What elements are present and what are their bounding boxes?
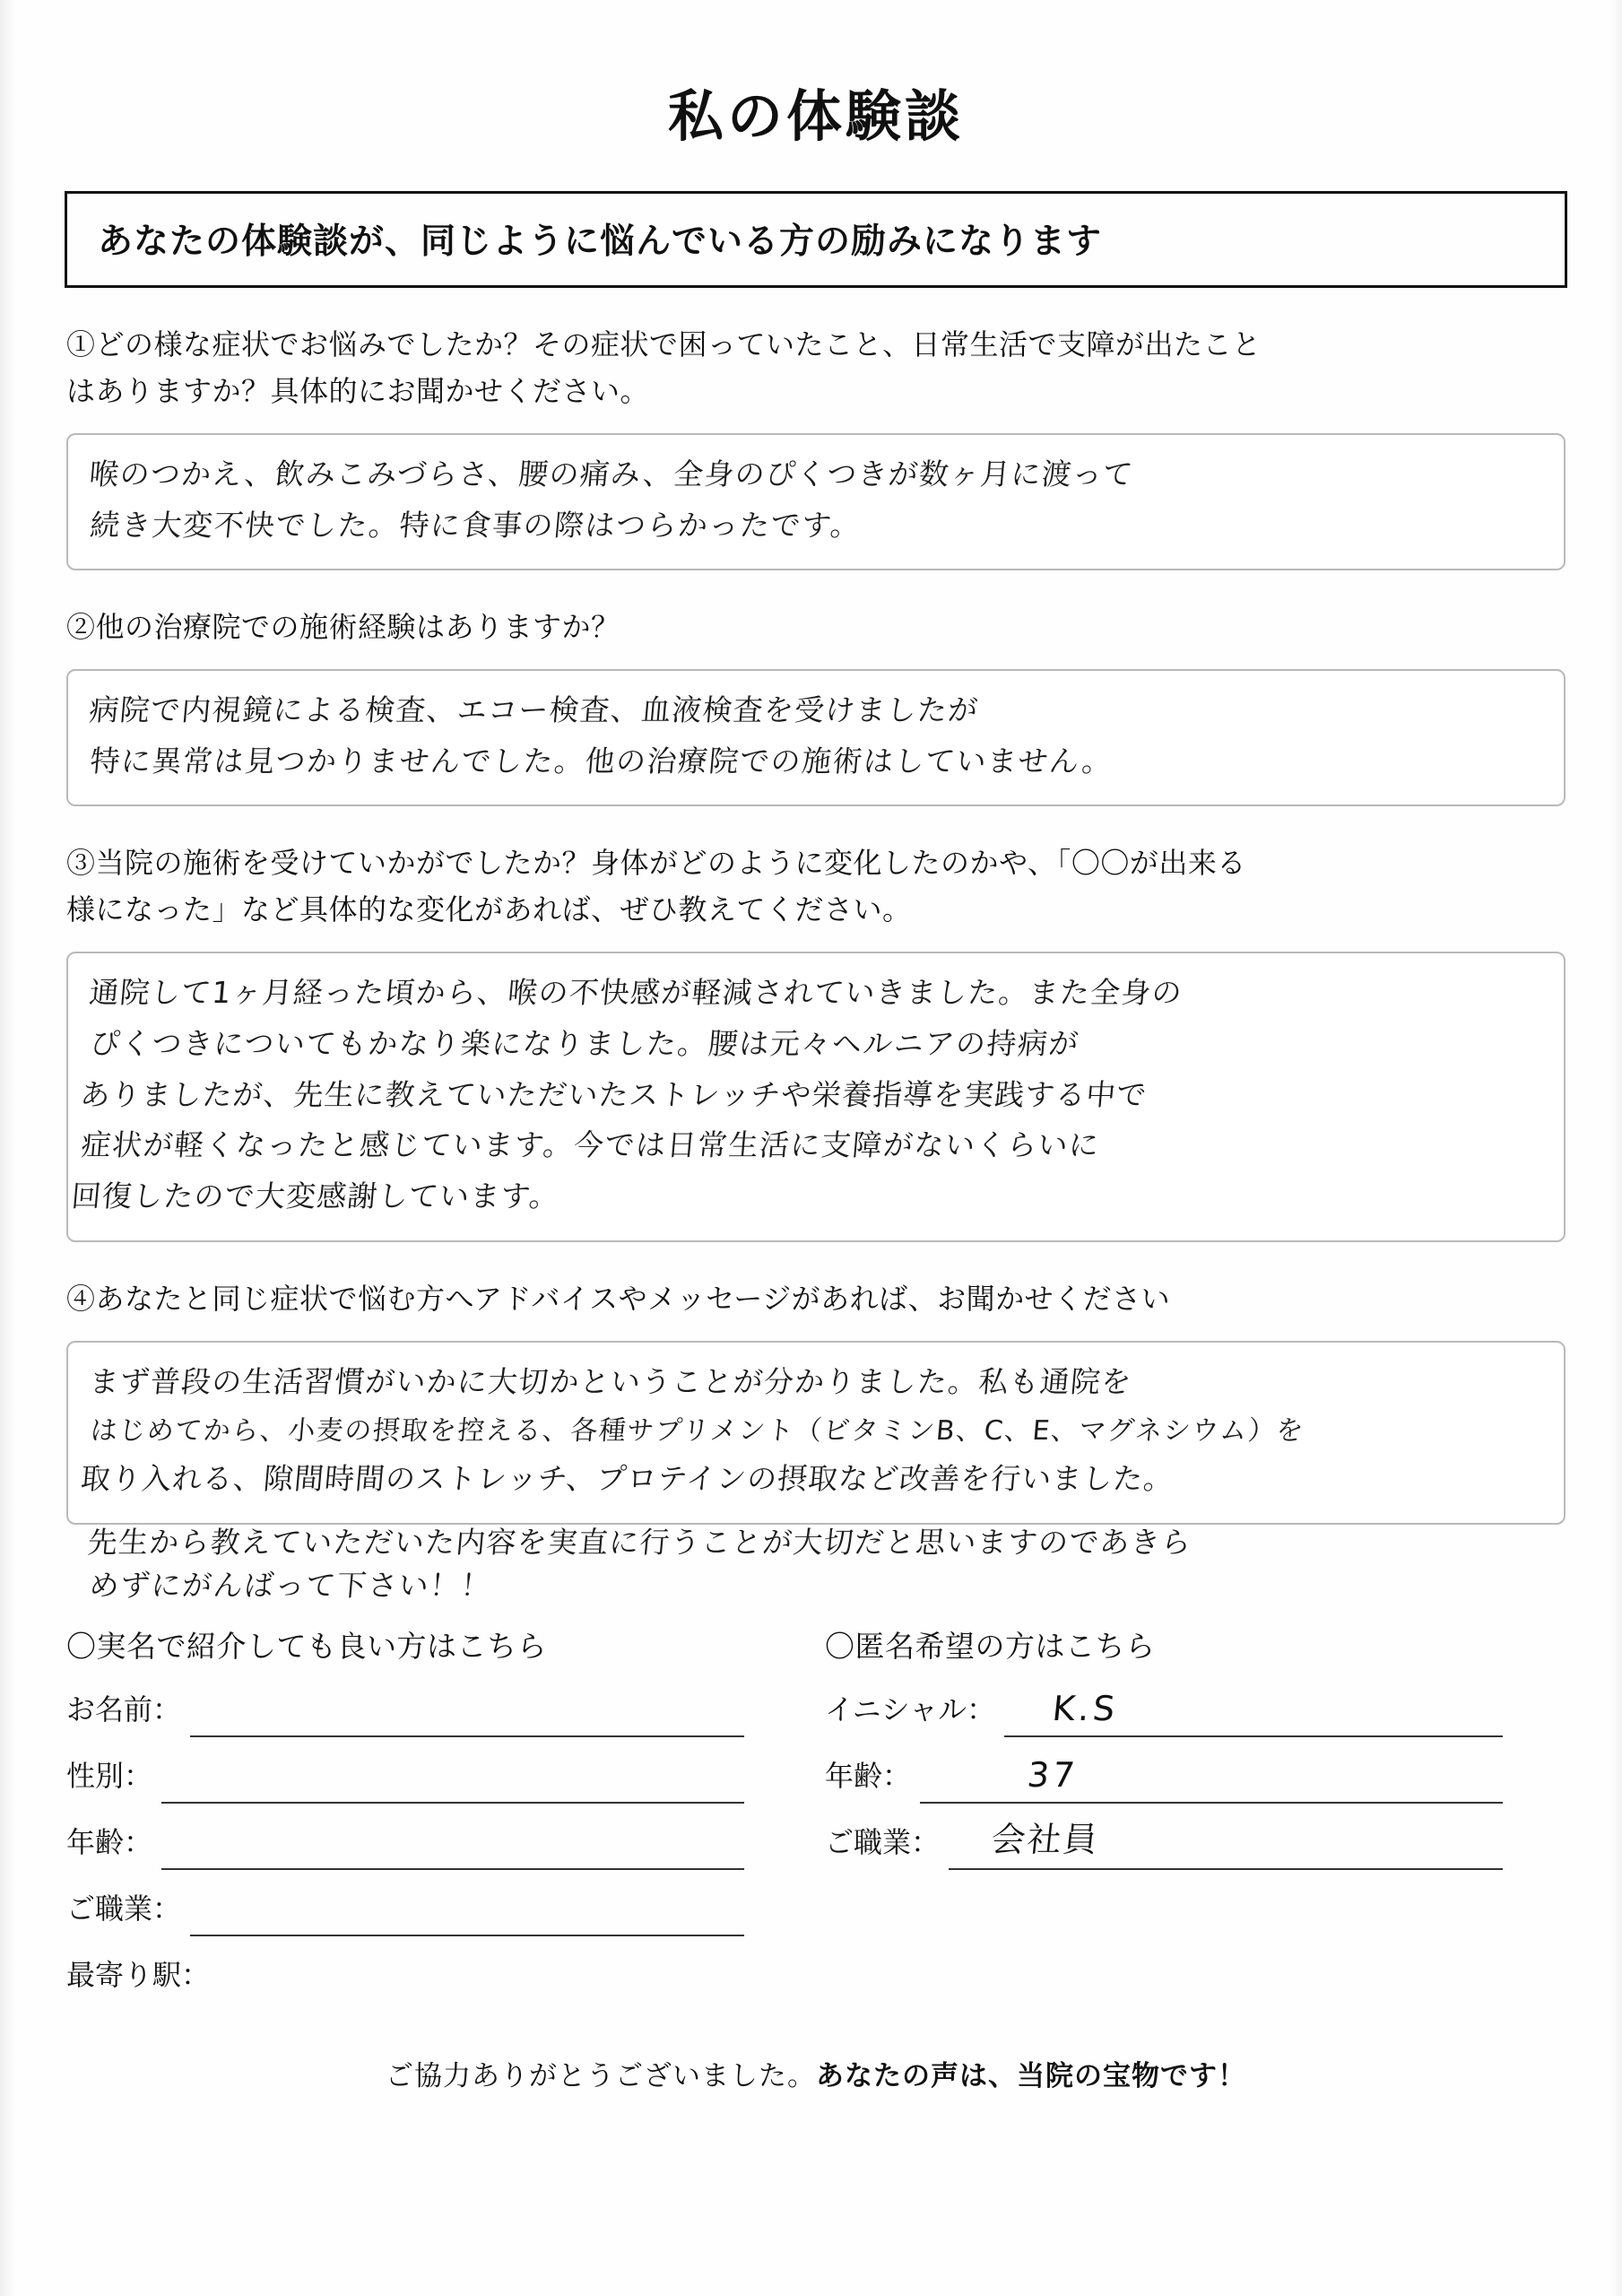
question-3-answer-box[interactable] <box>66 952 1566 1242</box>
handwriting-line: 特に異常は見つかりませんでした。他の治療院での施術はしていません。 <box>88 743 1115 778</box>
field-name[interactable] <box>66 1671 807 1737</box>
field-age-left-label: 年齢： <box>66 1825 153 1858</box>
handwriting-line: ありましたが、先生に教えていただいたストレッチや栄養指導を実践する中で <box>78 1076 1149 1112</box>
handwriting-line: 病院で内視鏡による検査、エコー検査、血液検査を受けましたが <box>87 691 981 727</box>
question-3-answer-handwriting <box>69 968 1544 1222</box>
question-3-prompt-line2: 様になった」など具体的な変化があれば、ぜひ教えてください。 <box>66 893 912 926</box>
field-age-right-input[interactable] <box>920 1750 1503 1804</box>
field-age-left[interactable] <box>66 1804 807 1870</box>
question-4-answer-handwriting <box>79 1357 1544 1505</box>
handwriting-line: 取り入れる、隙間時間のストレッチ、プロテインの摂取など改善を行いました。 <box>79 1461 1175 1497</box>
field-age-right[interactable] <box>825 1737 1566 1804</box>
question-1-prompt-line2: はありますか？具体的にお聞かせください。 <box>66 374 650 407</box>
question-1-answer-box[interactable] <box>66 433 1566 571</box>
field-age-right-label: 年齢： <box>825 1759 912 1792</box>
question-2-prompt <box>66 604 1566 651</box>
question-4-prompt <box>66 1276 1566 1323</box>
field-nearest-station-label: 最寄り駅： <box>66 1958 211 1991</box>
field-occupation-right[interactable] <box>825 1804 1566 1870</box>
question-3-prompt-line1: ③当院の施術を受けていかがでしたか？身体がどのように変化したのかや、「〇〇が出来る <box>66 847 1246 880</box>
field-age-right-value: 37 <box>1025 1754 1080 1795</box>
question-2-answer-box[interactable] <box>66 669 1566 807</box>
scan-edge-right <box>1609 0 1622 2296</box>
handwriting-line: めずにがんばって下さい！！ <box>88 1567 493 1603</box>
footer-thanks-text: ご協力ありがとうございました。 <box>386 2059 816 2092</box>
field-name-input[interactable] <box>190 1683 744 1737</box>
banner-headline: あなたの体験談が、同じように悩んでいる方の励みになります <box>65 191 1567 288</box>
identity-right-heading: 〇匿名希望の方はこちら <box>825 1629 1156 1663</box>
field-occupation-right-label: ご職業： <box>825 1825 941 1858</box>
question-4-prompt-line1: ④あなたと同じ症状で悩む方へアドバイスやメッセージがあれば、お聞かせください <box>66 1282 1171 1315</box>
field-occupation-right-input[interactable] <box>949 1816 1503 1870</box>
question-1-prompt-line1: ①どの様な症状でお悩みでしたか？その症状で困っていたこと、日常生活で支障が出たこと <box>66 328 1262 361</box>
identity-section <box>66 1623 1566 2003</box>
scan-edge-left <box>0 0 16 2296</box>
field-occupation-left-input[interactable] <box>190 1883 744 1936</box>
field-initials-value: K.S <box>1050 1688 1121 1728</box>
footer-bold-text: あなたの声は、当院の宝物です！ <box>816 2059 1246 2092</box>
field-nearest-station[interactable] <box>66 1936 807 2003</box>
field-occupation-left-label: ご職業： <box>66 1892 182 1925</box>
field-initials-label: イニシャル： <box>825 1692 996 1726</box>
question-4-answer-box[interactable] <box>66 1341 1566 1525</box>
identity-column-real-name <box>66 1623 807 2003</box>
handwriting-line: 喉のつかえ、飲みこみづらさ、腰の痛み、全身のぴくつきが数ヶ月に渡って <box>87 456 1136 491</box>
handwriting-line: ぴくつきについてもかなり楽になりました。腰は元々ヘルニアの持病が <box>88 1025 1081 1061</box>
question-1-prompt <box>66 322 1566 415</box>
question-4-overflow-handwriting <box>82 1521 1546 1607</box>
field-gender[interactable] <box>66 1737 807 1804</box>
handwriting-line: 回復したので大変感謝しています。 <box>70 1178 562 1214</box>
question-2-answer-handwriting <box>82 685 1544 787</box>
field-age-left-input[interactable] <box>161 1816 744 1870</box>
question-4-answer-overflow <box>66 1521 1566 1607</box>
field-occupation-left[interactable] <box>66 1870 807 1936</box>
field-occupation-right-value: 会社員 <box>989 1819 1101 1859</box>
document-body <box>54 0 1578 2093</box>
field-gender-label: 性別： <box>66 1759 153 1792</box>
question-2-prompt-line1: ②他の治療院での施術経験はありますか？ <box>66 611 620 644</box>
handwriting-line: まず普段の生活習慣がいかに大切かということが分かりました。私も通院を <box>87 1363 1134 1399</box>
question-1-answer-handwriting <box>82 449 1544 552</box>
handwriting-line: 続き大変不快でした。特に食事の際はつらかったです。 <box>88 507 863 543</box>
page-title: 私の体験談 <box>667 86 964 148</box>
handwriting-line: 先生から教えていただいた内容を実直に行うことが大切だと思いますのであきら <box>86 1524 1193 1560</box>
field-initials-input[interactable] <box>1004 1683 1503 1737</box>
field-name-label: お名前： <box>66 1692 182 1726</box>
field-gender-input[interactable] <box>161 1750 744 1804</box>
handwriting-line: 通院して1ヶ月経った頃から、喉の不快感が軽減されていきました。また全身の <box>87 975 1184 1011</box>
question-3-prompt <box>66 840 1566 934</box>
identity-left-heading: 〇実名で紹介しても良い方はこちら <box>66 1629 547 1663</box>
identity-column-anonymous <box>825 1623 1566 2003</box>
footer-note <box>54 2053 1578 2093</box>
handwriting-line: はじめてから、小麦の摂取を控える、各種サプリメント（ビタミンB、C、E、マグネシウム）を <box>89 1414 1306 1447</box>
handwriting-line: 症状が軽くなったと感じています。今では日常生活に支障がないくらいに <box>79 1127 1102 1163</box>
field-initials[interactable] <box>825 1671 1566 1737</box>
